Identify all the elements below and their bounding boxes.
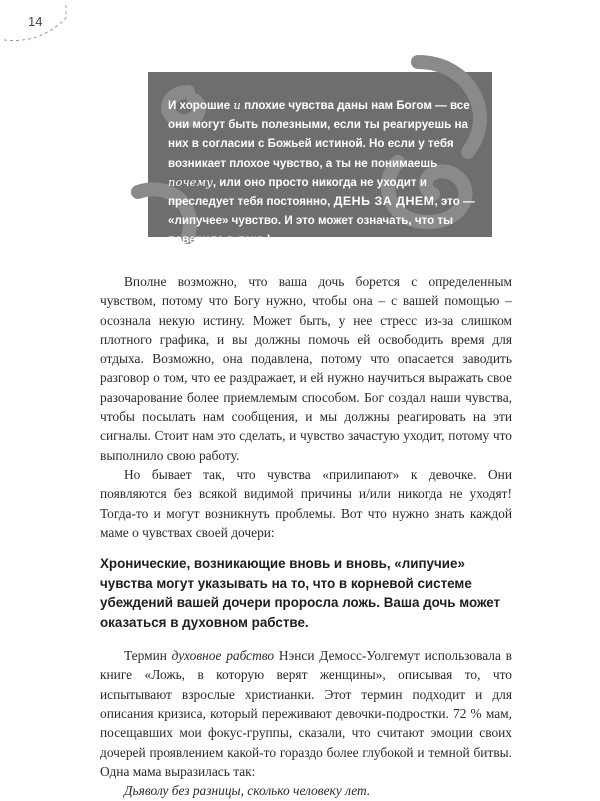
mother-quote: Дьяволу без разницы, сколько человеку лет. <box>124 783 371 799</box>
callout-box <box>148 72 492 247</box>
body-text <box>100 272 512 801</box>
paragraph-2: Но бывает так, что чувства «прилипают» к девочке. Они появляются без всякой видимой причины и/или никогда не уходят! Тогда-то и могут возникнуть проблемы. Вот что нужно знать каждой маме о чувствах своей дочери: <box>100 466 512 540</box>
callout-word-why: почему <box>168 174 213 189</box>
page-number: 14 <box>28 14 43 29</box>
paragraph-3: Термин духовное рабство Нэнси Демосс-Уолгемут использовала в книге «Ложь, в которую верят женщины», описывая то, что испытывают взрослые христианки. Этот термин подходит и для описания кризиса, который переживают девочки-подростки. 72 % мам, посещавших мои фокус-группы, сказали, что считают эмоции своих дочерей проявлением какой-то гораздо более глубокой и темной битвы. Одна мама выразилась так: <box>100 648 512 779</box>
callout-text: И хорошие и плохие чувства даны нам Богом — все они могут быть полезными, если ты реагируешь на них в согласии с Божьей истиной. Но если у тебя возникает плохое чувство, а ты не понимаешь почему, или оно просто никогда не уходит и преследует тебя постоянно, ДЕНЬ ЗА ДНЕМ, это — «липучее» чувство. И это может означать, что ты поверила в ложь! <box>168 98 475 247</box>
callout-caps-phrase: ДЕНЬ ЗА ДНЕМ <box>333 194 435 209</box>
term-spiritual-bondage: духовное рабство <box>171 648 275 664</box>
paragraph-1: Вполне возможно, что ваша дочь борется с определенным чувством, потому что Богу нужно, чтобы она – с вашей помощью – осознала некую истину. Может быть, у нее стресс из-за слишком плотного графика, и вы должны помочь ей освободить время для отдыха. Возможно, она подавлена, потому что опасается заводить разговор о том, что ее раздражает, и ей нужно научиться выражать свое разочарование более приемлемым способом. Бог создал наши чувства, чтобы посылать нам сообщения, и мы должны реагировать на эти сигналы. Стоит нам это сделать, и чувство зачастую уходит, потому что выполнило свою работу. <box>100 274 512 463</box>
callout-word-and: и <box>233 98 241 112</box>
pull-quote: Хронические, возникающие вновь и вновь, «липучие» чувства могут указывать на то, что в корневой системе убеждений вашей дочери проросла ложь. Ваша дочь может оказаться в духовном рабстве. <box>100 556 501 630</box>
